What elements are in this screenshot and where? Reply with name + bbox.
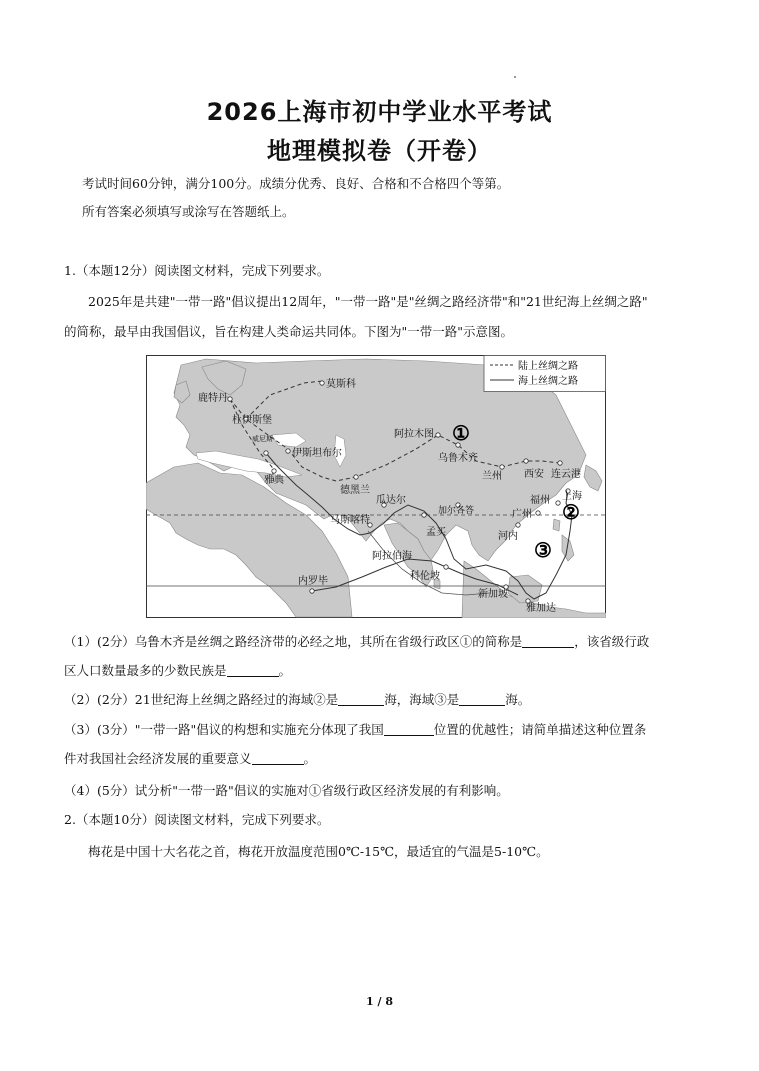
q1-sub3-line-2 [64, 750, 316, 768]
label-moscow: 莫斯科 [326, 379, 356, 390]
label-urumqi: 乌鲁木齐 [438, 453, 478, 464]
label-tehran: 德黑兰 [340, 485, 370, 496]
dot-lianyungang [558, 461, 562, 465]
q1-paragraph-line-2: 的简称，最早由我国倡议，旨在构建人类命运共同体。下图为"一带一路"示意图。 [64, 324, 514, 339]
dot-hanoi [516, 523, 520, 527]
q1-sub1-line-1 [64, 633, 649, 651]
label-guangzhou: 广州 [512, 509, 532, 520]
label-arabian-sea: 阿拉伯海 [372, 551, 412, 562]
q1-sub1-text-c: 区人口数量最多的少数民族是 [64, 663, 227, 678]
dot-tehran [354, 475, 358, 479]
q1-sub3-text-a: （3）(3分）"一带一路"倡议的构想和实施充分体现了我国 [64, 722, 384, 737]
q1-sub3-text-b: 位置的优越性；请简单描述这种位置条 [433, 722, 647, 737]
instruction-line-2: 所有答案必须填写或涂写在答题纸上。 [82, 204, 295, 219]
label-shanghai: 上海 [562, 491, 582, 502]
dot-venice [264, 451, 268, 455]
q1-sub2-blank-1[interactable] [338, 691, 384, 706]
label-rotterdam: 鹿特丹 [198, 393, 228, 404]
page-number: 1 / 8 [366, 995, 393, 1008]
dot-athens [272, 469, 276, 473]
q2-paragraph: 梅花是中国十大名花之首，梅花开放温度范围0℃-15℃，最适宜的气温是5-10℃。 [88, 844, 549, 859]
belt-road-map [146, 355, 606, 618]
q1-heading: 1.（本题12分）阅读图文材料，完成下列要求。 [64, 263, 330, 278]
label-athens: 雅典 [264, 475, 284, 486]
q1-sub1-text-a: （1）(2分）乌鲁木齐是丝绸之路经济带的必经之地，其所在省级行政区①的简称是 [64, 634, 523, 649]
dot-nairobi [310, 589, 314, 593]
landmass-taiwan [553, 519, 560, 531]
label-lanzhou: 兰州 [482, 471, 502, 482]
map-svg [146, 355, 606, 618]
q1-sub1-text-d: 。 [278, 663, 292, 678]
q1-sub3-text-d: 。 [303, 751, 317, 766]
dot-almaty [436, 433, 440, 437]
dot-xian [524, 459, 528, 463]
label-hanoi: 河内 [498, 531, 518, 542]
marker-3: ③ [534, 538, 552, 562]
label-almaty: 阿拉木图 [394, 429, 434, 440]
label-lianyungang: 连云港 [551, 469, 581, 480]
exam-subtitle: 地理模拟卷（开卷） [267, 137, 492, 165]
label-mumbai: 孟买 [426, 527, 446, 538]
q1-sub2-text-b: 海，海域③是 [384, 692, 460, 707]
q1-sub4-line: （4）(5分）试分析"一带一路"倡议的实施对①省级行政区经济发展的有利影响。 [64, 783, 509, 798]
label-xian: 西安 [524, 469, 544, 480]
marker-2: ② [562, 500, 580, 524]
label-jakarta: 雅加达 [526, 603, 556, 614]
label-gwadar: 瓜达尔 [376, 495, 406, 506]
q1-sub2-blank-2[interactable] [459, 691, 505, 706]
q1-sub1-text-b: ，该省级行政 [574, 634, 650, 649]
q1-sub1-blank-1[interactable] [522, 633, 574, 648]
dot-istanbul [286, 449, 290, 453]
dot-fuzhou [556, 501, 560, 505]
q1-sub3-blank-2[interactable] [252, 750, 304, 765]
label-kolkata: 加尔各答 [438, 506, 475, 516]
dot-guangzhou [536, 511, 540, 515]
legend-land-label: 陆上丝绸之路 [518, 361, 578, 372]
q1-sub1-blank-2[interactable] [227, 662, 279, 677]
instruction-line-1: 考试时间60分钟，满分100分。成绩分优秀、良好、合格和不合格四个等第。 [82, 176, 510, 191]
dot-colombo [444, 565, 448, 569]
label-muscat: 马斯喀特 [330, 515, 370, 526]
q1-sub3-line-1 [64, 721, 646, 739]
label-nairobi: 内罗毕 [298, 576, 328, 587]
q1-sub3-blank-1[interactable] [384, 721, 434, 736]
exam-title: 2026上海市初中学业水平考试 [206, 98, 553, 126]
dot-mumbai [422, 513, 426, 517]
marker-1: ① [452, 421, 470, 445]
q1-paragraph-line-1: 2025年是共建"一带一路"倡议提出12周年，"一带一路"是"丝绸之路经济带"和"21世纪海上丝绸之路" [88, 294, 648, 309]
dot-lanzhou [500, 465, 504, 469]
legend-sea-label: 海上丝绸之路 [518, 376, 578, 387]
label-colombo: 科伦坡 [410, 571, 440, 582]
dot-moscow [320, 381, 324, 385]
label-singapore: 新加坡 [478, 589, 508, 600]
label-duisburg: 杜伊斯堡 [232, 415, 272, 426]
q1-sub2-line [64, 691, 530, 709]
stray-dot [514, 76, 516, 78]
q1-sub2-text-c: 海。 [505, 692, 531, 707]
q1-sub1-line-2 [64, 662, 291, 680]
q1-sub3-text-c: 件对我国社会经济发展的重要意义 [64, 751, 252, 766]
q1-sub2-text-a: （2）(2分）21世纪海上丝绸之路经过的海域②是 [64, 692, 339, 707]
label-fuzhou: 福州 [530, 495, 550, 506]
label-istanbul: 伊斯坦布尔 [292, 448, 342, 459]
dot-rotterdam [228, 397, 232, 401]
label-venice: 威尼斯 [252, 435, 273, 443]
q2-heading: 2.（本题10分）阅读图文材料，完成下列要求。 [64, 812, 330, 827]
